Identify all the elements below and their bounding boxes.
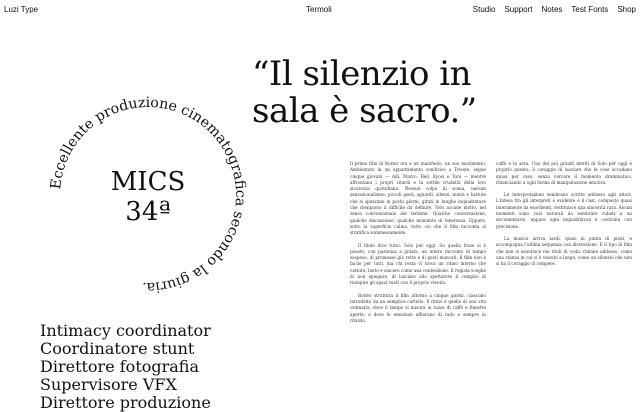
article-paragraph: Rotter struttura il film attorno a cinque giorni, ciascuno introdotto da un semplice cartello. Il ritmo è quello di una vita ordinaria, dove il tempo si misura in tazze di caffè e finestre aperte, e dove le emozioni affiorano di rado e sempre in ritardo. bbox=[350, 292, 486, 323]
credit-item: Intimacy coordinator bbox=[40, 321, 211, 340]
badge-circle-text: Eccellente produzione cinematografica secondo la giuria. bbox=[48, 94, 249, 296]
badge-title-line-2: 34ª bbox=[125, 197, 171, 227]
credits-list bbox=[40, 322, 211, 412]
article-paragraph: Le interpretazioni sembrano scritte addosso agli attori. L'intesa tra gli interpreti è evidente e il cast, composto quasi interamente da esordienti, restituisce una sincerità rara. Alcuni momenti sono così naturali da sembrare rubati a un documentario, eppure ogni inquadratura è costruita con precisione. bbox=[496, 192, 632, 229]
credit-item: Supervisore VFX bbox=[40, 375, 177, 394]
brand-logo-link[interactable]: Luzi Type bbox=[4, 5, 39, 14]
font-name-label: Termoli bbox=[306, 5, 332, 14]
quote-line-2: sala è sacro.” bbox=[252, 91, 477, 131]
nav-link-studio[interactable]: Studio bbox=[472, 5, 496, 14]
article-paragraph: Il titolo dice tutto: Solo per oggi. Su quella frase si è posato, con pazienza e grazia, un intero racconto di tempo sospeso, di promesse già rotte e di gesti mancati. Il film non è facile per tutti, ma chi resta vi trova un ritmo interno che cattura, lento e sincero come una confessione. Il regista sceglie di non spiegare, di lasciare allo spettatore il compito di riempire gli spazi vuoti con il proprio vissuto. bbox=[350, 242, 486, 286]
credit-item: Coordinatore stunt bbox=[40, 339, 195, 358]
credit-item: Direttore fotografia bbox=[40, 357, 200, 376]
badge-title-line-1: MICS bbox=[110, 167, 186, 197]
quote-line-1: “Il silenzio in bbox=[252, 54, 472, 94]
badge-svg bbox=[48, 95, 248, 295]
nav-links bbox=[473, 5, 636, 14]
article-column-2 bbox=[496, 161, 632, 273]
nav-link-support[interactable]: Support bbox=[504, 5, 533, 14]
article-paragraph: Il primo film di Rotter era e un manifesto, un suo movimento. Ambientato in un appartamento condiviso a Trieste, segue cinque giovani — Adi, Marco, Bell, Kyosi e Toni — mentre affrontano i propri ritardi e la sottile crudeltà della loro sicurezza quotidiana. Nessun colpo di scena, nessun sensazionalismo: piccoli gesti, sguardi, silenzi, morsi e battute che si spezzano in pochi giorni, girati in lunghe inquadrature che riempiono il difficile da definire. Non accade molto, nel senso convenzionale del termine. Qualche conversazione, qualche discussione, qualche momento di tenerezza. Eppure, sotto la superficie calma, tutto ciò che il film racconta si stratifica sommessamente. bbox=[350, 161, 486, 236]
article-paragraph: La musica arriva tardi, quasi in punta di piedi, e accompagna l'ultima sequenza con discrezione. È il tipo di film che non si esaurisce nei titoli di coda: rimane addosso, come una stanza in cui si è vissuto a lungo, come un silenzio che non si ha il coraggio di rompere. bbox=[496, 235, 632, 267]
headline-quote bbox=[252, 56, 632, 130]
article-column-1 bbox=[350, 161, 486, 330]
nav-link-notes[interactable]: Notes bbox=[541, 5, 563, 14]
nav-link-test-fonts[interactable]: Test Fonts bbox=[571, 5, 609, 14]
festival-badge bbox=[48, 95, 248, 295]
top-navigation bbox=[0, 0, 640, 18]
article-paragraph: caffè e la sera. Uno dei più grandi meriti di Solo per oggi è proprio questo: il coraggio di lasciare che le cose accadano quasi per caso, senza cercare il momento drammatico, rinunciando a ogni forma di manipolazione emotiva. bbox=[496, 161, 632, 185]
nav-link-shop[interactable]: Shop bbox=[617, 5, 636, 14]
credit-item: Direttore produzione bbox=[40, 393, 211, 412]
